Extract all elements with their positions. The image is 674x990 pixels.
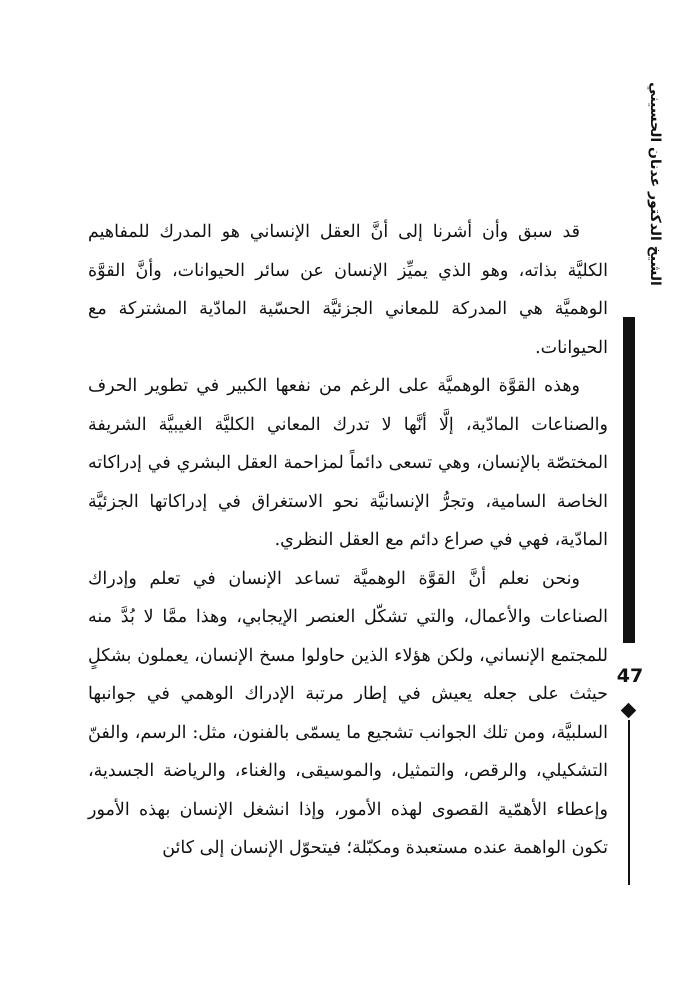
diamond-ornament-icon: [621, 703, 637, 719]
margin-bar: [623, 317, 635, 643]
margin-rule: [628, 720, 630, 885]
running-header: [640, 84, 670, 284]
paragraph-3: ونحن نعلم أنَّ القوَّة الوهميَّة تساعد الإنسان في تعلم وإدراك الصناعات والأعمال، والتي تشكّل العنصر الإيجابي، وهذا ممَّا لا بُدَّ منه للمجتمع الإنساني، ولكن هؤلاء الذين حاولوا مسخ الإنسان، يعملون بشكلٍ حيثث على جعله يعيش في إطار مرتبة الإدراك الوهمي في جوانبها السلبيَّة، ومن تلك الجوانب تشجيع ما يسمّى بالفنون، مثل: الرسم، والفنّ التشكيلي، والرقص، والتمثيل، والموسيقى، والغناء، والرياضة الجسدية، وإعطاء الأهمّية القصوى لهذه الأمور، وإذا انشغل الإنسان بهذه الأمور تكون الواهمة عنده مستعبدة ومكبّلة؛ فيتحوّل الإنسان إلى كائن: [88, 568, 608, 858]
running-header-text: الشيخ الدكتور عدنان الحسيني: [647, 82, 664, 286]
paragraph-1: قد سبق وأن أشرنا إلى أنَّ العقل الإنساني هو المدرك للمفاهيم الكليَّة بذاته، وهو الذي يميِّز الإنسان عن سائر الحيوانات، وأنَّ القوَّة الوهميَّة هي المدركة للمعاني الجزئيَّة الحسّية المادّية المشتركة مع الحيوانات.: [88, 222, 608, 358]
page-number: 47: [616, 665, 644, 687]
paragraph-2: وهذه القوَّة الوهميَّة على الرغم من نفعها الكبير في تطوير الحرف والصناعات المادّية، إلَّا أنَّها لا تدرك المعاني الكليَّة الغيبيَّة الشريفة المختصّة بالإنسان، وهي تسعى دائماً لمزاحمة العقل البشري في إدراكاته الخاصة السامية، وتجرُّ الإنسانيَّة نحو الاستغراق في إدراكاتها الجزئيَّة المادّية، فهي في صراع دائم مع العقل النظري.: [88, 376, 608, 550]
body-text: [88, 213, 608, 868]
